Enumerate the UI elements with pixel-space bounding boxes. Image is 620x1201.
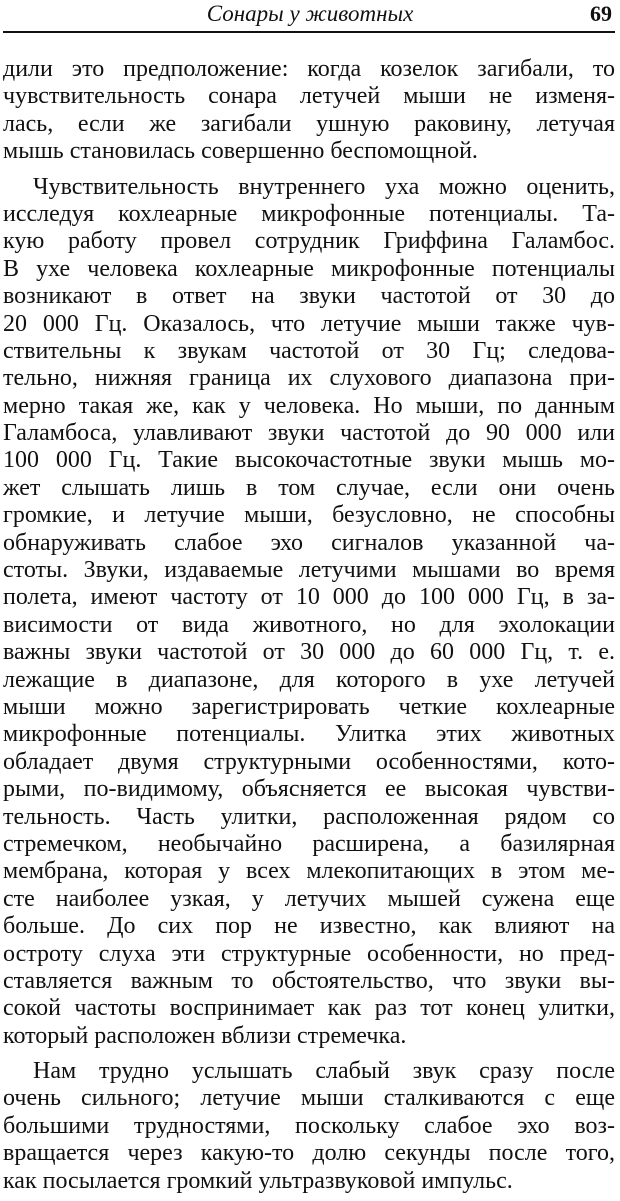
text-line: В ухе человека кохлеарные микрофонные потенциалы bbox=[3, 255, 615, 282]
text-line: который расположен вблизи стремечка. bbox=[3, 1022, 407, 1049]
text-line: дили это предположение: когда козелок загибали, то bbox=[3, 56, 615, 82]
text-line: больше. До сих пор не известно, как влияют на bbox=[3, 913, 615, 940]
text-line: стремечком, необычайно расширена, а базилярная bbox=[3, 830, 615, 857]
header-rule bbox=[3, 31, 615, 33]
text-line: стоты. Звуки, издаваемые летучими мышами во время bbox=[3, 557, 615, 584]
text-line: Галамбоса, улавливают звуки частотой до 90 000 или bbox=[3, 420, 615, 447]
paragraph bbox=[3, 174, 615, 1051]
text-line: мыши можно зарегистрировать четкие кохлеарные bbox=[3, 693, 615, 720]
text-line: кую работу провел сотрудник Гриффина Галамбос. bbox=[3, 228, 615, 255]
running-title: Сонары у животных bbox=[206, 1, 414, 26]
text-line: лась, если же загибали ушную раковину, летучая bbox=[3, 110, 615, 137]
running-header bbox=[0, 0, 620, 30]
text-line: возникают в ответ на звуки частотой от 30 до bbox=[3, 283, 615, 310]
text-line: очень сильного; летучие мыши сталкиваются с еще bbox=[3, 1085, 615, 1112]
text-line: мерно такая же, как у человека. Но мыши, по данным bbox=[3, 392, 615, 419]
page-number: 69 bbox=[590, 1, 612, 26]
text-line: важны звуки частотой от 30 000 до 60 000 Гц, т. е. bbox=[3, 639, 615, 666]
text-line: вращается через какую-то долю секунды после того, bbox=[3, 1140, 615, 1167]
text-line: Нам трудно услышать слабый звук сразу после bbox=[33, 1058, 615, 1085]
text-line: обнаруживать слабое эхо сигналов указанной ча- bbox=[3, 529, 615, 556]
text-line: громкие, и летучие мыши, безусловно, не способны bbox=[3, 502, 615, 529]
paragraph bbox=[3, 1058, 615, 1195]
text-line: ставляется важным то обстоятельство, что звуки вы- bbox=[3, 967, 615, 994]
text-line: микрофонные потенциалы. Улитка этих животных bbox=[3, 721, 615, 748]
text-line: 20 000 Гц. Оказалось, что летучие мыши также чув- bbox=[3, 310, 615, 337]
paragraph-gap bbox=[3, 1050, 615, 1058]
text-line: мышь становилась совершенно беспомощной. bbox=[3, 138, 478, 165]
text-line: ствительны к звукам частотой от 30 Гц; следова- bbox=[3, 337, 615, 364]
text-line: Чувствительность внутреннего уха можно оценить, bbox=[33, 173, 615, 200]
text-line: чувствительность сонара летучей мыши не изменя- bbox=[3, 83, 615, 110]
text-line: сте наиболее узкая, у летучих мышей сужена еще bbox=[3, 885, 615, 912]
text-line: рыми, по-видимому, объясняется ее высокая чувстви- bbox=[3, 776, 615, 803]
paragraph bbox=[3, 56, 615, 166]
text-line: исследуя кохлеарные микрофонные потенциалы. Та- bbox=[3, 200, 615, 227]
text-line: 100 000 Гц. Такие высокочастотные звуки мышь мо- bbox=[3, 447, 615, 474]
text-line: лежащие в диапазоне, для которого в ухе летучей bbox=[3, 666, 615, 693]
text-line: висимости от вида животного, но для эхолокации bbox=[3, 611, 615, 638]
paragraph-gap bbox=[3, 166, 615, 174]
text-line: мембрана, которая у всех млекопитающих в этом ме- bbox=[3, 858, 615, 885]
text-line: остроту слуха эти структурные особенности, но пред- bbox=[3, 940, 615, 967]
text-line: тельность. Часть улитки, расположенная рядом со bbox=[3, 803, 615, 830]
text-line: большими трудностями, поскольку слабое эхо воз- bbox=[3, 1112, 615, 1139]
text-line: жет слышать лишь в том случае, если они очень bbox=[3, 474, 615, 501]
text-line: полета, имеют частоту от 10 000 до 100 000 Гц, в за- bbox=[3, 584, 615, 611]
text-line: сокой частоты воспринимает как раз тот конец улитки, bbox=[3, 995, 615, 1022]
text-line: обладает двумя структурными особенностями, кото- bbox=[3, 748, 615, 775]
text-line: тельно, нижняя граница их слухового диапазона при- bbox=[3, 365, 615, 392]
body-text bbox=[3, 56, 615, 1195]
text-line: как посылается громкий ультразвуковой импульс. bbox=[3, 1167, 513, 1194]
